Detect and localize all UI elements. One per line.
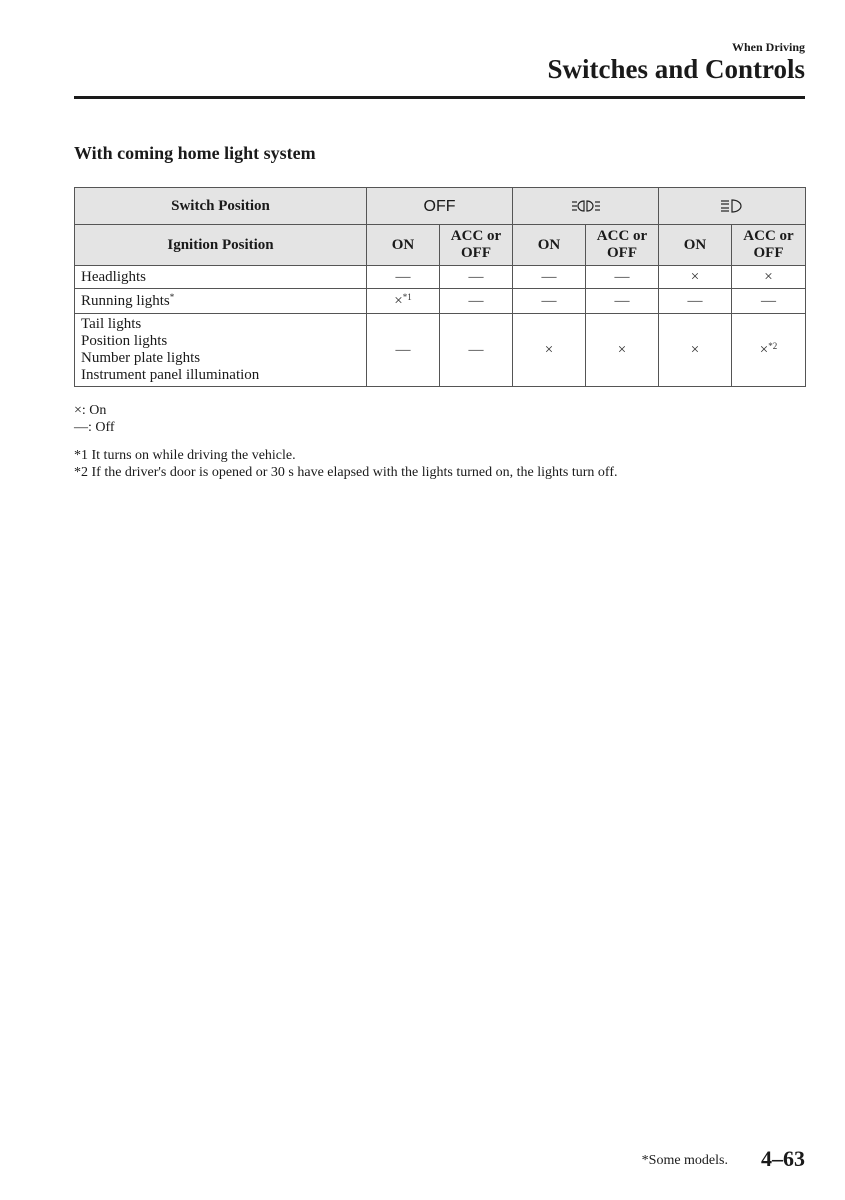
table-cell: — (513, 266, 586, 289)
table-cell: — (659, 289, 732, 314)
table-cell: — (440, 314, 513, 387)
footnote-1: *1 It turns on while driving the vehicle. (74, 448, 296, 463)
headlight-icon (720, 199, 744, 213)
page-number: 4–63 (761, 1146, 805, 1171)
section-heading: With coming home light system (74, 143, 316, 163)
table-cell: — (440, 266, 513, 289)
ignition-on-off: ON (367, 225, 440, 266)
table-row (75, 266, 806, 289)
ignition-acc-headlight: ACC or OFF (732, 225, 806, 266)
light-control-table (74, 187, 806, 387)
ignition-position-header: Ignition Position (75, 225, 367, 266)
table-cell: × (513, 314, 586, 387)
footnote-marker: * (169, 291, 175, 302)
table-cell: — (586, 266, 659, 289)
switch-parking-header (513, 188, 659, 225)
row-label-line: Number plate lights (81, 350, 201, 366)
table-cell: — (440, 289, 513, 314)
table-cell: — (732, 289, 806, 314)
footnote-marker: *1 (402, 291, 412, 302)
switch-off-header: OFF (367, 188, 513, 225)
footnote-marker: *2 (768, 340, 778, 351)
table-row (75, 314, 806, 387)
row-label-running-lights: Running lights* (75, 289, 367, 314)
table-cell: × (586, 314, 659, 387)
ignition-on-headlight: ON (659, 225, 732, 266)
row-label-headlights: Headlights (75, 266, 367, 289)
ignition-acc-off: ACC or OFF (440, 225, 513, 266)
table-cell: — (367, 314, 440, 387)
table-row (75, 289, 806, 314)
row-label-line: Tail lights (81, 316, 142, 332)
section-label: When Driving (731, 40, 805, 54)
table-cell: — (513, 289, 586, 314)
switch-position-header: Switch Position (75, 188, 367, 225)
legend-item-on: ×: On (74, 403, 107, 418)
ignition-on-parking: ON (513, 225, 586, 266)
row-label-tail-lights-group (75, 314, 367, 387)
switch-headlight-header (659, 188, 806, 225)
header-divider (74, 96, 805, 99)
table-cell: — (586, 289, 659, 314)
row-label-line: Position lights (81, 333, 168, 349)
legend (74, 402, 115, 436)
table-cell: × (659, 314, 732, 387)
table-cell: × (659, 266, 732, 289)
footnote-2: *2 If the driver's door is opened or 30 s have elapsed with the lights turned on, the lights turn off. (74, 465, 618, 480)
footnotes (74, 447, 618, 481)
footer-note: *Some models. (641, 1153, 728, 1168)
table-cell: × (732, 266, 806, 289)
parking-light-icon (571, 199, 601, 213)
table-cell: ×$^{*2}$ (732, 314, 806, 387)
page-title: Switches and Controls (547, 54, 805, 84)
legend-item-off: —: Off (74, 420, 115, 435)
table-cell: — (367, 266, 440, 289)
ignition-acc-parking: ACC or OFF (586, 225, 659, 266)
table-cell: ×$^{*1}$ (367, 289, 440, 314)
row-label-line: Instrument panel illumination (81, 367, 260, 383)
